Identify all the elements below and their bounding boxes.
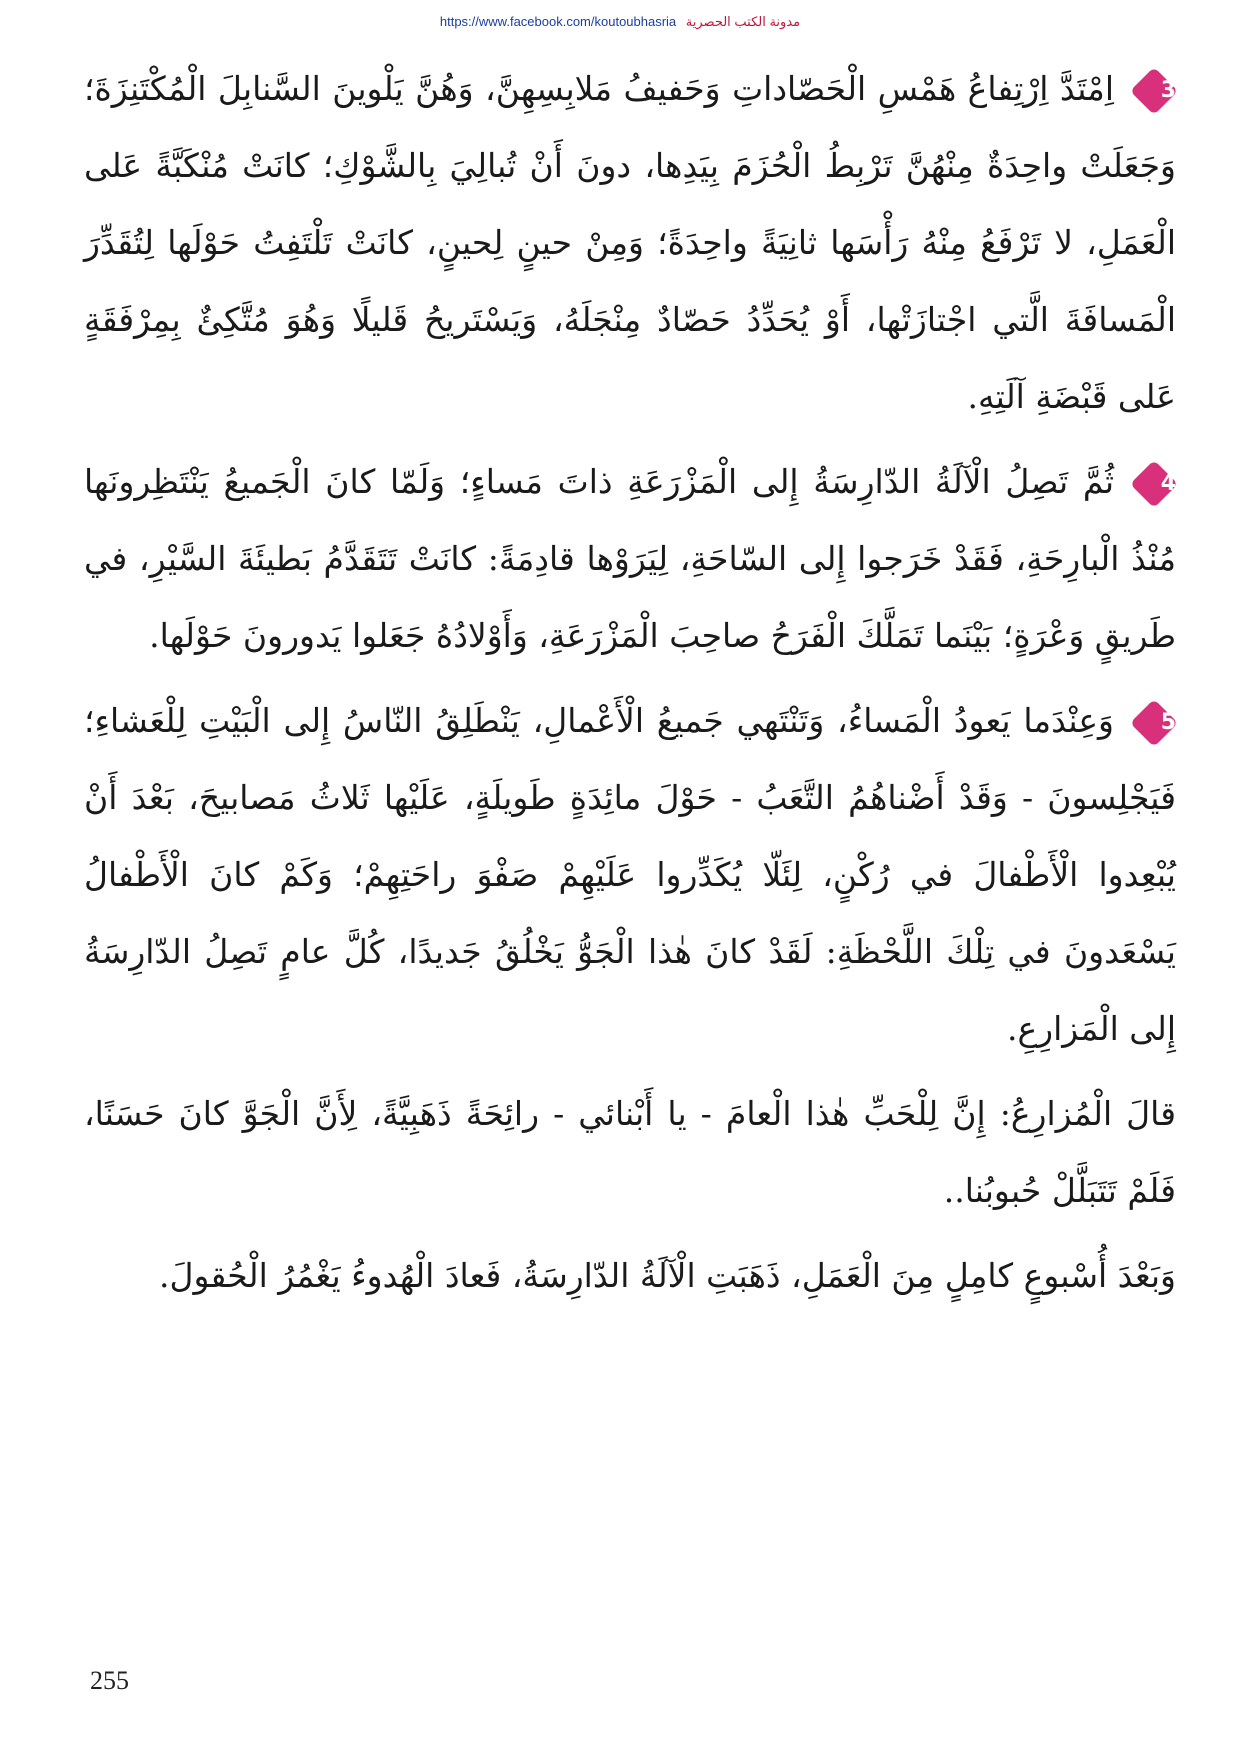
- paragraph-4: [84, 443, 1176, 674]
- paragraph-number: 4: [1160, 471, 1176, 496]
- header-source-link[interactable]: [0, 14, 1240, 30]
- page-number: 255: [90, 1666, 129, 1695]
- paragraph-text: وَعِنْدَما يَعودُ الْمَساءُ، وَتَنْتَهي جَميعُ الْأَعْمالِ، يَنْطَلِقُ النّاسُ إِلى الْبَيْتِ لِلْعَشاءِ؛ فَيَجْلِسونَ - وَقَدْ أَضْناهُمُ التَّعَبُ - حَوْلَ مائِدَةٍ طَويلَةٍ، عَلَيْها ثَلاثُ مَصابيحَ، بَعْدَ أَنْ يُبْعِدوا الْأَطْفالَ في رُكْنٍ، لِئَلّا يُكَدِّروا عَلَيْهِمْ صَفْوَ راحَتِهِمْ؛ وَكَمْ كانَ الْأَطْفالُ يَسْعَدونَ في تِلْكَ اللَّحْظَةِ: لَقَدْ كانَ هٰذا الْجَوُّ يَخْلُقُ جَديدًا، كُلَّ عامٍ تَصِلُ الدّارِسَةُ إِلى الْمَزارِعِ.: [84, 701, 1176, 1048]
- paragraph-5: [84, 682, 1176, 1067]
- paragraph-number: 3: [1160, 78, 1176, 103]
- paragraph-farmer-quote: [84, 1075, 1176, 1229]
- paragraph-text: ثُمَّ تَصِلُ الْآلَةُ الدّارِسَةُ إِلى الْمَزْرَعَةِ ذاتَ مَساءٍ؛ وَلَمّا كانَ الْجَميعُ يَنْتَظِرونَها مُنْذُ الْبارِحَةِ، فَقَدْ خَرَجوا إِلى السّاحَةِ، لِيَرَوْها قادِمَةً: كانَتْ تَتَقَدَّمُ بَطيئَةَ السَّيْرِ، في طَريقٍ وَعْرَةٍ؛ بَيْنَما تَمَلَّكَ الْفَرَحُ صاحِبَ الْمَزْرَعَةِ، وَأَوْلادُهُ جَعَلوا يَدورونَ حَوْلَها.: [84, 462, 1176, 655]
- blog-name: مدونة الكتب الحصرية: [685, 14, 801, 29]
- document-body: [84, 50, 1176, 1322]
- paragraph-number: 5: [1160, 710, 1176, 735]
- paragraph-number-badge: [1132, 69, 1176, 113]
- paragraph-text: اِمْتَدَّ اِرْتِفاعُ هَمْسِ الْحَصّاداتِ وَحَفيفُ مَلابِسِهِنَّ، وَهُنَّ يَلْوينَ السَّنابِلَ الْمُكْتَنِزَةَ؛ وَجَعَلَتْ واحِدَةٌ مِنْهُنَّ تَرْبِطُ الْحُزَمَ بِيَدِها، دونَ أَنْ تُبالِيَ بِالشَّوْكِ؛ كانَتْ مُنْكَبَّةً عَلى الْعَمَلِ، لا تَرْفَعُ مِنْهُ رَأْسَها ثانِيَةً واحِدَةً؛ وَمِنْ حينٍ لِحينٍ، كانَتْ تَلْتَفِتُ حَوْلَها لِتُقَدِّرَ الْمَسافَةَ الَّتي اجْتازَتْها، أَوْ يُحَدِّدُ حَصّادٌ مِنْجَلَهُ، وَيَسْتَريحُ قَليلًا وَهُوَ مُتَّكِئٌ بِمِرْفَقَةٍ عَلى قَبْضَةِ آلَتِهِ.: [84, 69, 1176, 416]
- paragraph-number-badge: [1132, 701, 1176, 745]
- paragraph-3: [84, 50, 1176, 435]
- paragraph-closing: [84, 1237, 1176, 1314]
- facebook-url[interactable]: https://www.facebook.com/koutoubhasria: [439, 14, 677, 29]
- paragraph-text: قالَ الْمُزارِعُ: إِنَّ لِلْحَبِّ هٰذا الْعامَ - يا أَبْنائي - رائِحَةً ذَهَبِيَّةً، لِأَنَّ الْجَوَّ كانَ حَسَنًا، فَلَمْ تَتَبَلَّلْ حُبوبُنا..: [84, 1094, 1176, 1210]
- paragraph-number-badge: [1132, 462, 1176, 506]
- paragraph-text: وَبَعْدَ أُسْبوعٍ كامِلٍ مِنَ الْعَمَلِ، ذَهَبَتِ الْآلَةُ الدّارِسَةُ، فَعادَ الْهُدوءُ يَغْمُرُ الْحُقولَ.: [159, 1256, 1176, 1295]
